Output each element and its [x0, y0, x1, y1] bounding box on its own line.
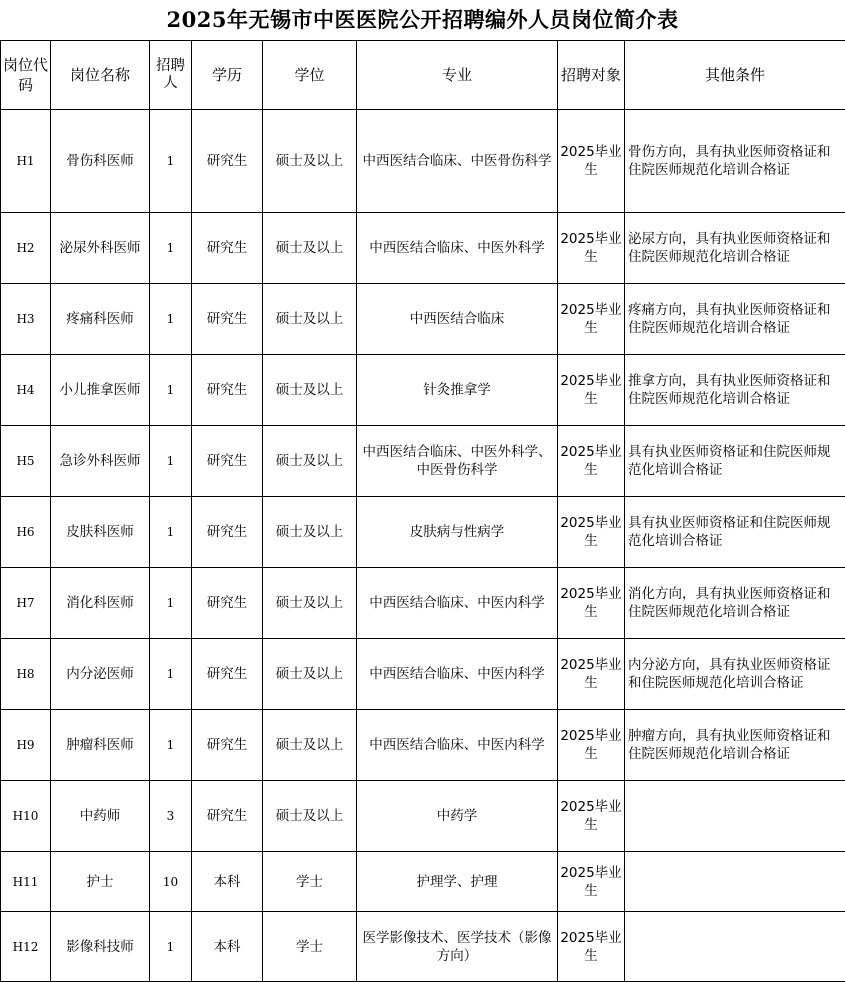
cell-major: 中西医结合临床、中医内科学	[357, 710, 558, 781]
table-row	[1, 355, 845, 426]
cell-major: 护理学、护理	[357, 852, 558, 912]
cell-education: 研究生	[192, 781, 263, 852]
cell-name: 中药师	[51, 781, 150, 852]
header-count: 招聘人	[150, 41, 192, 110]
table-row	[1, 639, 845, 710]
cell-name: 泌尿外科医师	[51, 213, 150, 284]
table-row	[1, 568, 845, 639]
cell-count: 3	[150, 781, 192, 852]
cell-other	[625, 781, 845, 852]
table-row	[1, 110, 845, 213]
cell-code: H12	[1, 912, 51, 982]
cell-target: 2025毕业生	[558, 426, 625, 497]
cell-major: 中药学	[357, 781, 558, 852]
cell-count: 1	[150, 710, 192, 781]
cell-count: 1	[150, 426, 192, 497]
cell-target: 2025毕业生	[558, 284, 625, 355]
cell-code: H3	[1, 284, 51, 355]
cell-major: 中西医结合临床、中医内科学	[357, 568, 558, 639]
cell-target: 2025毕业生	[558, 852, 625, 912]
cell-name: 消化科医师	[51, 568, 150, 639]
cell-name: 疼痛科医师	[51, 284, 150, 355]
cell-degree: 硕士及以上	[263, 781, 357, 852]
cell-degree: 硕士及以上	[263, 497, 357, 568]
cell-code: H10	[1, 781, 51, 852]
cell-other: 内分泌方向，具有执业医师资格证和住院医师规范化培训合格证	[625, 639, 845, 710]
cell-count: 10	[150, 852, 192, 912]
cell-other	[625, 912, 845, 982]
cell-major: 中西医结合临床	[357, 284, 558, 355]
cell-name: 护士	[51, 852, 150, 912]
cell-name: 骨伤科医师	[51, 110, 150, 213]
table-row	[1, 912, 845, 982]
cell-degree: 硕士及以上	[263, 639, 357, 710]
cell-degree: 硕士及以上	[263, 568, 357, 639]
cell-other: 骨伤方向，具有执业医师资格证和住院医师规范化培训合格证	[625, 110, 845, 213]
cell-count: 1	[150, 213, 192, 284]
cell-other	[625, 852, 845, 912]
table-row	[1, 213, 845, 284]
cell-name: 小儿推拿医师	[51, 355, 150, 426]
cell-major: 中西医结合临床、中医外科学、中医骨伤科学	[357, 426, 558, 497]
table-row	[1, 497, 845, 568]
cell-name: 内分泌医师	[51, 639, 150, 710]
cell-degree: 硕士及以上	[263, 110, 357, 213]
cell-count: 1	[150, 284, 192, 355]
cell-major: 针灸推拿学	[357, 355, 558, 426]
cell-count: 1	[150, 568, 192, 639]
cell-code: H8	[1, 639, 51, 710]
cell-education: 研究生	[192, 110, 263, 213]
cell-education: 研究生	[192, 426, 263, 497]
table-row	[1, 710, 845, 781]
header-target: 招聘对象	[558, 41, 625, 110]
cell-degree: 硕士及以上	[263, 284, 357, 355]
cell-code: H11	[1, 852, 51, 912]
cell-other: 疼痛方向，具有执业医师资格证和住院医师规范化培训合格证	[625, 284, 845, 355]
cell-major: 中西医结合临床、中医内科学	[357, 639, 558, 710]
cell-name: 影像科技师	[51, 912, 150, 982]
cell-education: 本科	[192, 912, 263, 982]
cell-code: H1	[1, 110, 51, 213]
cell-count: 1	[150, 355, 192, 426]
cell-major: 中西医结合临床、中医外科学	[357, 213, 558, 284]
cell-target: 2025毕业生	[558, 355, 625, 426]
header-degree: 学位	[263, 41, 357, 110]
positions-table	[0, 40, 845, 982]
header-major: 专业	[357, 41, 558, 110]
cell-target: 2025毕业生	[558, 639, 625, 710]
header-code: 岗位代码	[1, 41, 51, 110]
table-row	[1, 284, 845, 355]
cell-target: 2025毕业生	[558, 710, 625, 781]
cell-target: 2025毕业生	[558, 912, 625, 982]
cell-count: 1	[150, 110, 192, 213]
cell-degree: 硕士及以上	[263, 710, 357, 781]
cell-major: 中西医结合临床、中医骨伤科学	[357, 110, 558, 213]
cell-code: H5	[1, 426, 51, 497]
table-row	[1, 852, 845, 912]
cell-other: 肿瘤方向，具有执业医师资格证和住院医师规范化培训合格证	[625, 710, 845, 781]
cell-education: 研究生	[192, 710, 263, 781]
cell-education: 本科	[192, 852, 263, 912]
cell-target: 2025毕业生	[558, 497, 625, 568]
cell-education: 研究生	[192, 568, 263, 639]
table-row	[1, 781, 845, 852]
cell-education: 研究生	[192, 639, 263, 710]
cell-count: 1	[150, 639, 192, 710]
cell-name: 急诊外科医师	[51, 426, 150, 497]
header-name: 岗位名称	[51, 41, 150, 110]
cell-degree: 硕士及以上	[263, 426, 357, 497]
cell-education: 研究生	[192, 213, 263, 284]
cell-degree: 学士	[263, 852, 357, 912]
cell-other: 泌尿方向，具有执业医师资格证和住院医师规范化培训合格证	[625, 213, 845, 284]
header-education: 学历	[192, 41, 263, 110]
header-other: 其他条件	[625, 41, 845, 110]
cell-code: H4	[1, 355, 51, 426]
cell-target: 2025毕业生	[558, 568, 625, 639]
cell-other: 消化方向，具有执业医师资格证和住院医师规范化培训合格证	[625, 568, 845, 639]
table-row	[1, 426, 845, 497]
cell-count: 1	[150, 912, 192, 982]
cell-target: 2025毕业生	[558, 213, 625, 284]
cell-code: H7	[1, 568, 51, 639]
cell-code: H2	[1, 213, 51, 284]
cell-degree: 硕士及以上	[263, 213, 357, 284]
cell-code: H6	[1, 497, 51, 568]
cell-name: 肿瘤科医师	[51, 710, 150, 781]
cell-education: 研究生	[192, 284, 263, 355]
cell-education: 研究生	[192, 355, 263, 426]
cell-degree: 学士	[263, 912, 357, 982]
cell-code: H9	[1, 710, 51, 781]
cell-other: 具有执业医师资格证和住院医师规范化培训合格证	[625, 497, 845, 568]
cell-major: 皮肤病与性病学	[357, 497, 558, 568]
cell-education: 研究生	[192, 497, 263, 568]
cell-target: 2025毕业生	[558, 781, 625, 852]
cell-target: 2025毕业生	[558, 110, 625, 213]
cell-degree: 硕士及以上	[263, 355, 357, 426]
cell-major: 医学影像技术、医学技术（影像方向）	[357, 912, 558, 982]
cell-name: 皮肤科医师	[51, 497, 150, 568]
cell-count: 1	[150, 497, 192, 568]
cell-other: 具有执业医师资格证和住院医师规范化培训合格证	[625, 426, 845, 497]
header-row	[1, 41, 845, 110]
page-title: 2025年无锡市中医医院公开招聘编外人员岗位简介表	[166, 7, 679, 32]
cell-other: 推拿方向，具有执业医师资格证和住院医师规范化培训合格证	[625, 355, 845, 426]
